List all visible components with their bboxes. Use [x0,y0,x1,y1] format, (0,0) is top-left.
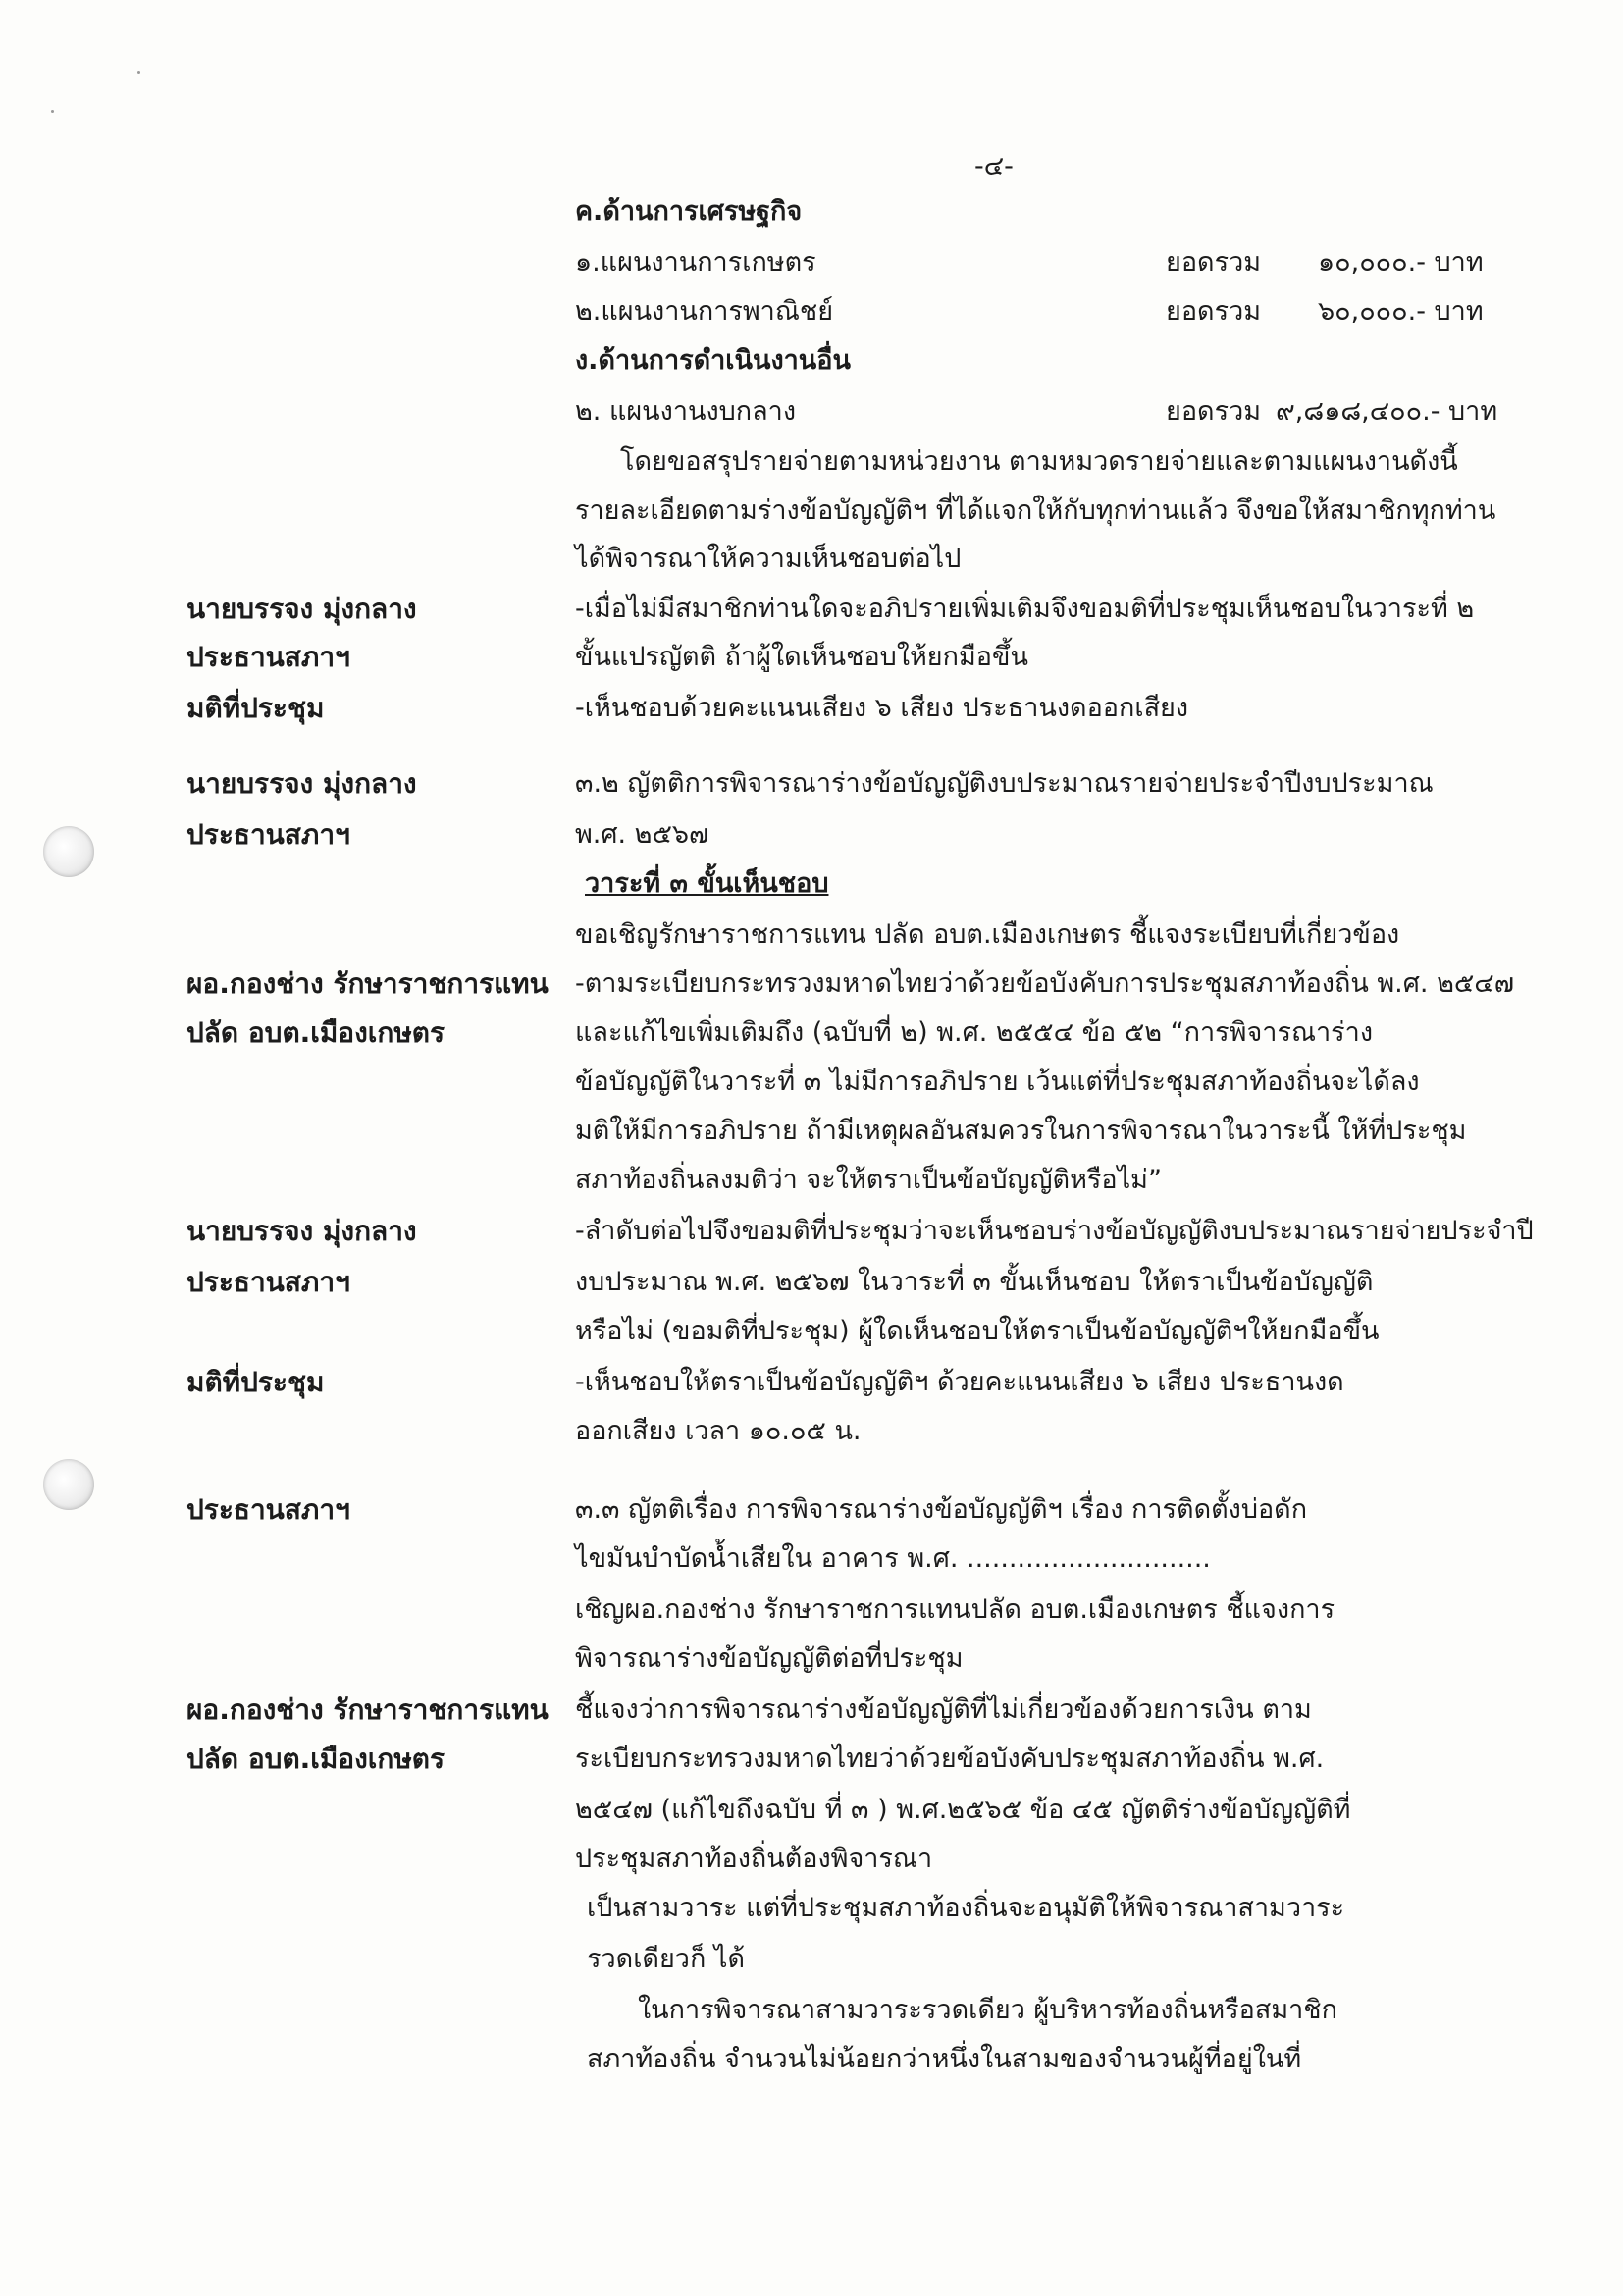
speaker-name: นายบรรจง มุ่งกลาง [186,593,417,625]
statement-line: รวดเดียวก็ ได้ [587,1944,745,1974]
plan-item-amount: ๑๐,๐๐๐.- บาท [1318,247,1484,278]
statement-line: ขอเชิญรักษาราชการแทน ปลัด อบต.เมืองเกษตร ชี้แจงระเบียบที่เกี่ยวข้อง [575,919,1400,950]
scan-speck [51,110,54,113]
plan-item-amount: ๖๐,๐๐๐.- บาท [1318,296,1484,327]
scan-speck [137,71,140,74]
section-heading-economic: ค.ด้านการเศรษฐกิจ [575,196,803,227]
speaker-name: นายบรรจง มุ่งกลาง [186,767,417,800]
plan-item-amount: ๙,๘๑๘,๔๐๐.- บาท [1276,396,1498,427]
statement-line: พิจารณาร่างข้อบัญญัติต่อที่ประชุม [575,1644,964,1674]
statement-line: งบประมาณ พ.ศ. ๒๕๖๗ ในวาระที่ ๓ ขั้นเห็นชอบ ให้ตราเป็นข้อบัญญัติ [575,1267,1374,1297]
statement-line: ไขมันบำบัดน้ำเสียใน อาคาร พ.ศ. ............................. [575,1543,1211,1574]
speaker-role: ประธานสภาฯ [186,1266,350,1298]
statement-line: ประชุมสภาท้องถิ่นต้องพิจารณา [575,1844,933,1874]
statement-line: เชิญผอ.กองช่าง รักษาราชการแทนปลัด อบต.เมืองเกษตร ชี้แจงการ [575,1594,1335,1625]
speaker-role: ปลัด อบต.เมืองเกษตร [186,1017,445,1049]
statement-line: พ.ศ. ๒๕๖๗ [575,819,709,850]
statement-line: ระเบียบกระทรวงมหาดไทยว่าด้วยข้อบังคับประชุมสภาท้องถิ่น พ.ศ. [575,1744,1325,1774]
statement-line: ๓.๒ ญัตติการพิจารณาร่างข้อบัญญัติงบประมาณรายจ่ายประจำปีงบประมาณ [575,768,1434,799]
statement-line: -ตามระเบียบกระทรวงมหาดไทยว่าด้วยข้อบังคับการประชุมสภาท้องถิ่น พ.ศ. ๒๕๔๗ [575,968,1515,999]
statement-line: มติให้มีการอภิปราย ถ้ามีเหตุผลอันสมควรในการพิจารณาในวาระนี้ ให้ที่ประชุม [575,1116,1467,1146]
speaker-name: ผอ.กองช่าง รักษาราชการแทน [186,967,549,1000]
resolution-label: มติที่ประชุม [186,1366,325,1398]
plan-item-label: ๑.แผนงานการเกษตร [575,247,816,278]
statement-line: ๒๕๔๗ (แก้ไขถึงฉบับ ที่ ๓ ) พ.ศ.๒๕๖๕ ข้อ ๔๕ ญัตติร่างข้อบัญญัติที่ [575,1795,1351,1825]
statement-line: หรือไม่ (ขอมติที่ประชุม) ผู้ใดเห็นชอบให้ตราเป็นข้อบัญญัติฯให้ยกมือขึ้น [575,1316,1380,1346]
summary-line: ได้พิจารณาให้ความเห็นชอบต่อไป [575,544,962,574]
speaker-name: ผอ.กองช่าง รักษาราชการแทน [186,1694,549,1726]
page-number: -๔- [974,151,1014,182]
plan-item-label: ๒.แผนงานการพาณิชย์ [575,296,834,327]
plan-item-total-label: ยอดรวม [1166,396,1262,427]
statement-line: ในการพิจารณาสามวาระรวดเดียว ผู้บริหารท้องถิ่นหรือสมาชิก [638,1995,1337,2025]
statement-line: -เมื่อไม่มีสมาชิกท่านใดจะอภิปรายเพิ่มเติมจึงขอมติที่ประชุมเห็นชอบในวาระที่ ๒ [575,594,1475,624]
plan-item-total-label: ยอดรวม [1166,296,1262,327]
statement-line: ชี้แจงว่าการพิจารณาร่างข้อบัญญัติที่ไม่เกี่ยวข้องด้วยการเงิน ตาม [575,1695,1312,1725]
plan-item-total-label: ยอดรวม [1166,247,1262,278]
speaker-name: นายบรรจง มุ่งกลาง [186,1215,417,1247]
speaker-role: ประธานสภาฯ [186,641,350,673]
speaker-role: ประธานสภาฯ [186,1493,350,1526]
plan-item-label: ๒. แผนงานงบกลาง [575,396,797,427]
statement-line: และแก้ไขเพิ่มเติมถึง (ฉบับที่ ๒) พ.ศ. ๒๕๕๔ ข้อ ๕๒ “การพิจารณาร่าง [575,1018,1374,1048]
resolution-line: -เห็นชอบด้วยคะแนนเสียง ๖ เสียง ประธานงดออกเสียง [575,693,1189,723]
resolution-line: ออกเสียง เวลา ๑๐.๐๕ น. [575,1416,862,1446]
resolution-label: มติที่ประชุม [186,692,325,724]
statement-line: สภาท้องถิ่น จำนวนไม่น้อยกว่าหนึ่งในสามของจำนวนผู้ที่อยู่ในที่ [587,2044,1302,2074]
punch-hole [43,826,94,877]
agenda-heading-stage-3: วาระที่ ๓ ขั้นเห็นชอบ [585,868,829,899]
statement-line: ๓.๓ ญัตติเรื่อง การพิจารณาร่างข้อบัญญัติฯ เรื่อง การติดตั้งบ่อดัก [575,1494,1308,1525]
resolution-line: -เห็นชอบให้ตราเป็นข้อบัญญัติฯ ด้วยคะแนนเสียง ๖ เสียง ประธานงด [575,1367,1344,1397]
statement-line: ข้อบัญญัติในวาระที่ ๓ ไม่มีการอภิปราย เว้นแต่ที่ประชุมสภาท้องถิ่นจะได้ลง [575,1067,1420,1097]
statement-line: เป็นสามวาระ แต่ที่ประชุมสภาท้องถิ่นจะอนุมัติให้พิจารณาสามวาระ [587,1893,1345,1923]
summary-line: โดยขอสรุปรายจ่ายตามหน่วยงาน ตามหมวดรายจ่ายและตามแผนงานดังนี้ [620,446,1458,477]
speaker-role: ประธานสภาฯ [186,818,350,851]
statement-line: ขั้นแปรญัตติ ถ้าผู้ใดเห็นชอบให้ยกมือขึ้น [575,642,1028,672]
statement-line: -ลำดับต่อไปจึงขอมติที่ประชุมว่าจะเห็นชอบร่างข้อบัญญัติงบประมาณรายจ่ายประจำปี [575,1216,1534,1246]
statement-line: สภาท้องถิ่นลงมติว่า จะให้ตราเป็นข้อบัญญัติหรือไม่” [575,1165,1162,1195]
summary-line: รายละเอียดตามร่างข้อบัญญัติฯ ที่ได้แจกให้กับทุกท่านแล้ว จึงขอให้สมาชิกทุกท่าน [575,496,1496,526]
punch-hole [43,1459,94,1510]
section-heading-other-operations: ง.ด้านการดำเนินงานอื่น [575,345,851,376]
speaker-role: ปลัด อบต.เมืองเกษตร [186,1743,445,1775]
